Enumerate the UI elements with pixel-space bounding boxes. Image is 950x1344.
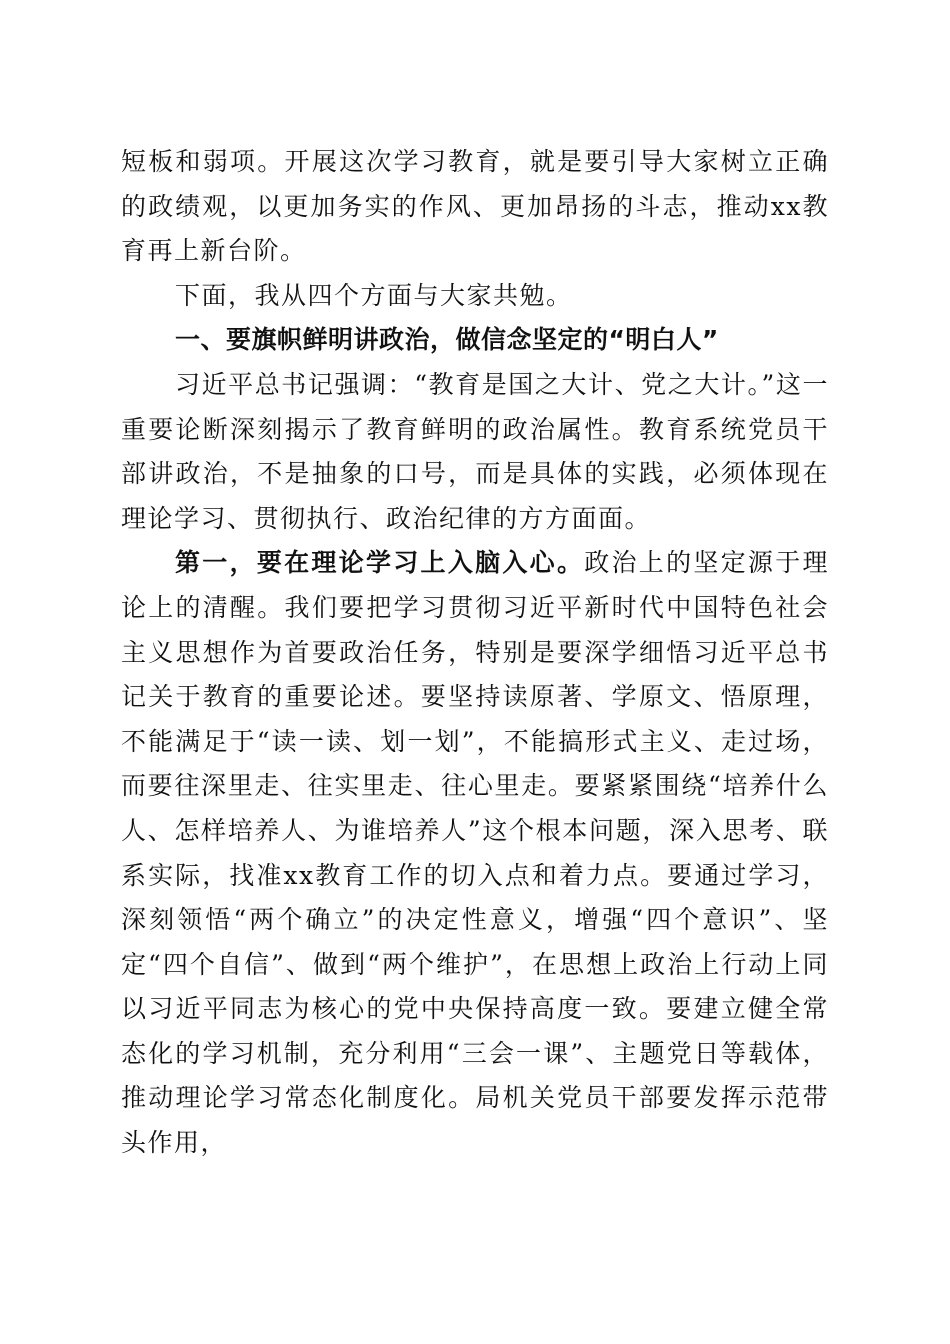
paragraph-intro: 下面，我从四个方面与大家共勉。 [175, 280, 573, 310]
document-body [121, 140, 829, 1166]
paragraph-quote: 习近平总书记强调：“教育是国之大计、党之大计。”这一重要论断深刻揭示了教育鲜明的政治属性。教育系统党员干部讲政治，不是抽象的口号，而是具体的实践，必须体现在理论学习、贯彻执行、政治纪律的方方面面。 [121, 369, 829, 533]
paragraph-continuation: 短板和弱项。开展这次学习教育，就是要引导大家树立正确的政绩观，以更加务实的作风、更加昂扬的斗志，推动xx教育再上新台阶。 [121, 147, 829, 266]
paragraph-body-text: 政治上的坚定源于理论上的清醒。我们要把学习贯彻习近平新时代中国特色社会主义思想作为首要政治任务，特别是要深学细悟习近平总书记关于教育的重要论述。要坚持读原著、学原文、悟原理，不能满足于“读一读、划一划”，不能搞形式主义、走过场，而要往深里走、往实里走、往心里走。要紧紧围绕“培养什么人、怎样培养人、为谁培养人”这个根本问题，深入思考、联系实际，找准xx教育工作的切入点和着力点。要通过学习，深刻领悟“两个确立”的决定性意义，增强“四个意识”、坚定“四个自信”、做到“两个维护”，在思想上政治上行动上同以习近平同志为核心的党中央保持高度一致。要建立健全常态化的学习机制，充分利用“三会一课”、主题党日等载体，推动理论学习常态化制度化。局机关党员干部要发挥示范带头作用， [121, 548, 829, 1158]
section-heading-1: 一、要旗帜鲜明讲政治，做信念坚定的“明白人” [175, 325, 719, 355]
paragraph-lead-text: 第一，要在理论学习上入脑入心。 [175, 548, 585, 578]
paragraph-first-point [121, 541, 829, 1165]
